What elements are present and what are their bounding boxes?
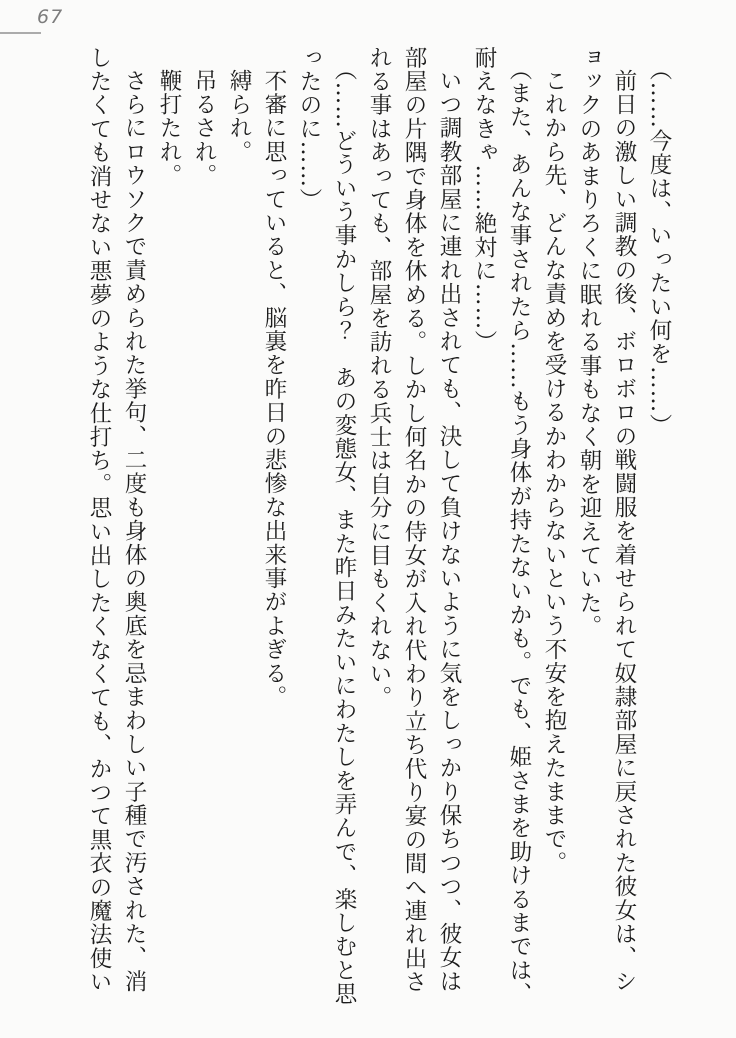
text-line-15: 鞭打たれ。 [156,68,182,187]
text-line-11: ったのに……） [296,46,322,212]
text-line-17: したくても消せない悪夢のような仕打ち。思い出したくなくても、かつて黒衣の魔法使い [86,46,112,994]
text-line-14: 吊るされ。 [191,68,217,187]
text-line-4: これから先、どんな責めを受けるかわからないという不安を抱えたままで。 [541,68,567,875]
text-line-8: 部屋の片隅で身体を休める。しかし何名かの侍女が入れ代わり立ち代り宴の間へ連れ出さ [401,46,427,995]
page-number: 67 [37,6,64,28]
text-line-16: さらにロウソクで責められた挙句、二度も身体の奥底を忌まわしい子種で汚された、消 [121,68,147,993]
text-line-13: 縛られ。 [226,68,252,164]
text-line-9: れる事はあっても、部屋を訪れる兵士は自分に目もくれない。 [366,46,392,710]
text-line-6: 耐えなきゃ……絶対に……） [471,46,497,355]
text-line-12: 不審に思っていると、脳裏を昨日の悲惨な出来事がよぎる。 [261,68,287,709]
text-line-10: （……どういう事かしら？ あの変態女、また昨日みたいにわたしを弄んで、楽しむと思 [331,58,357,1007]
text-line-2: 前日の激しい調教の後、ボロボロの戦闘服を着せられて奴隷部屋に戻された彼女は、シ [611,68,637,993]
text-line-5: （また、あんな事されたら……もう身体が持たないかも。でも、姫さまを助けるまでは、 [506,58,532,1007]
text-line-1: （……今度は、いったい何を……） [646,58,672,438]
vertical-text-block [81,46,676,1014]
text-line-7: いつ調教部屋に連れ出されても、決して負けないように気をしっかり保ちつつ、彼女は [436,68,462,993]
text-line-3: ョックのあまりろくに眠れる事もなく朝を迎えていた。 [576,46,602,639]
page-number-rule [0,32,41,34]
